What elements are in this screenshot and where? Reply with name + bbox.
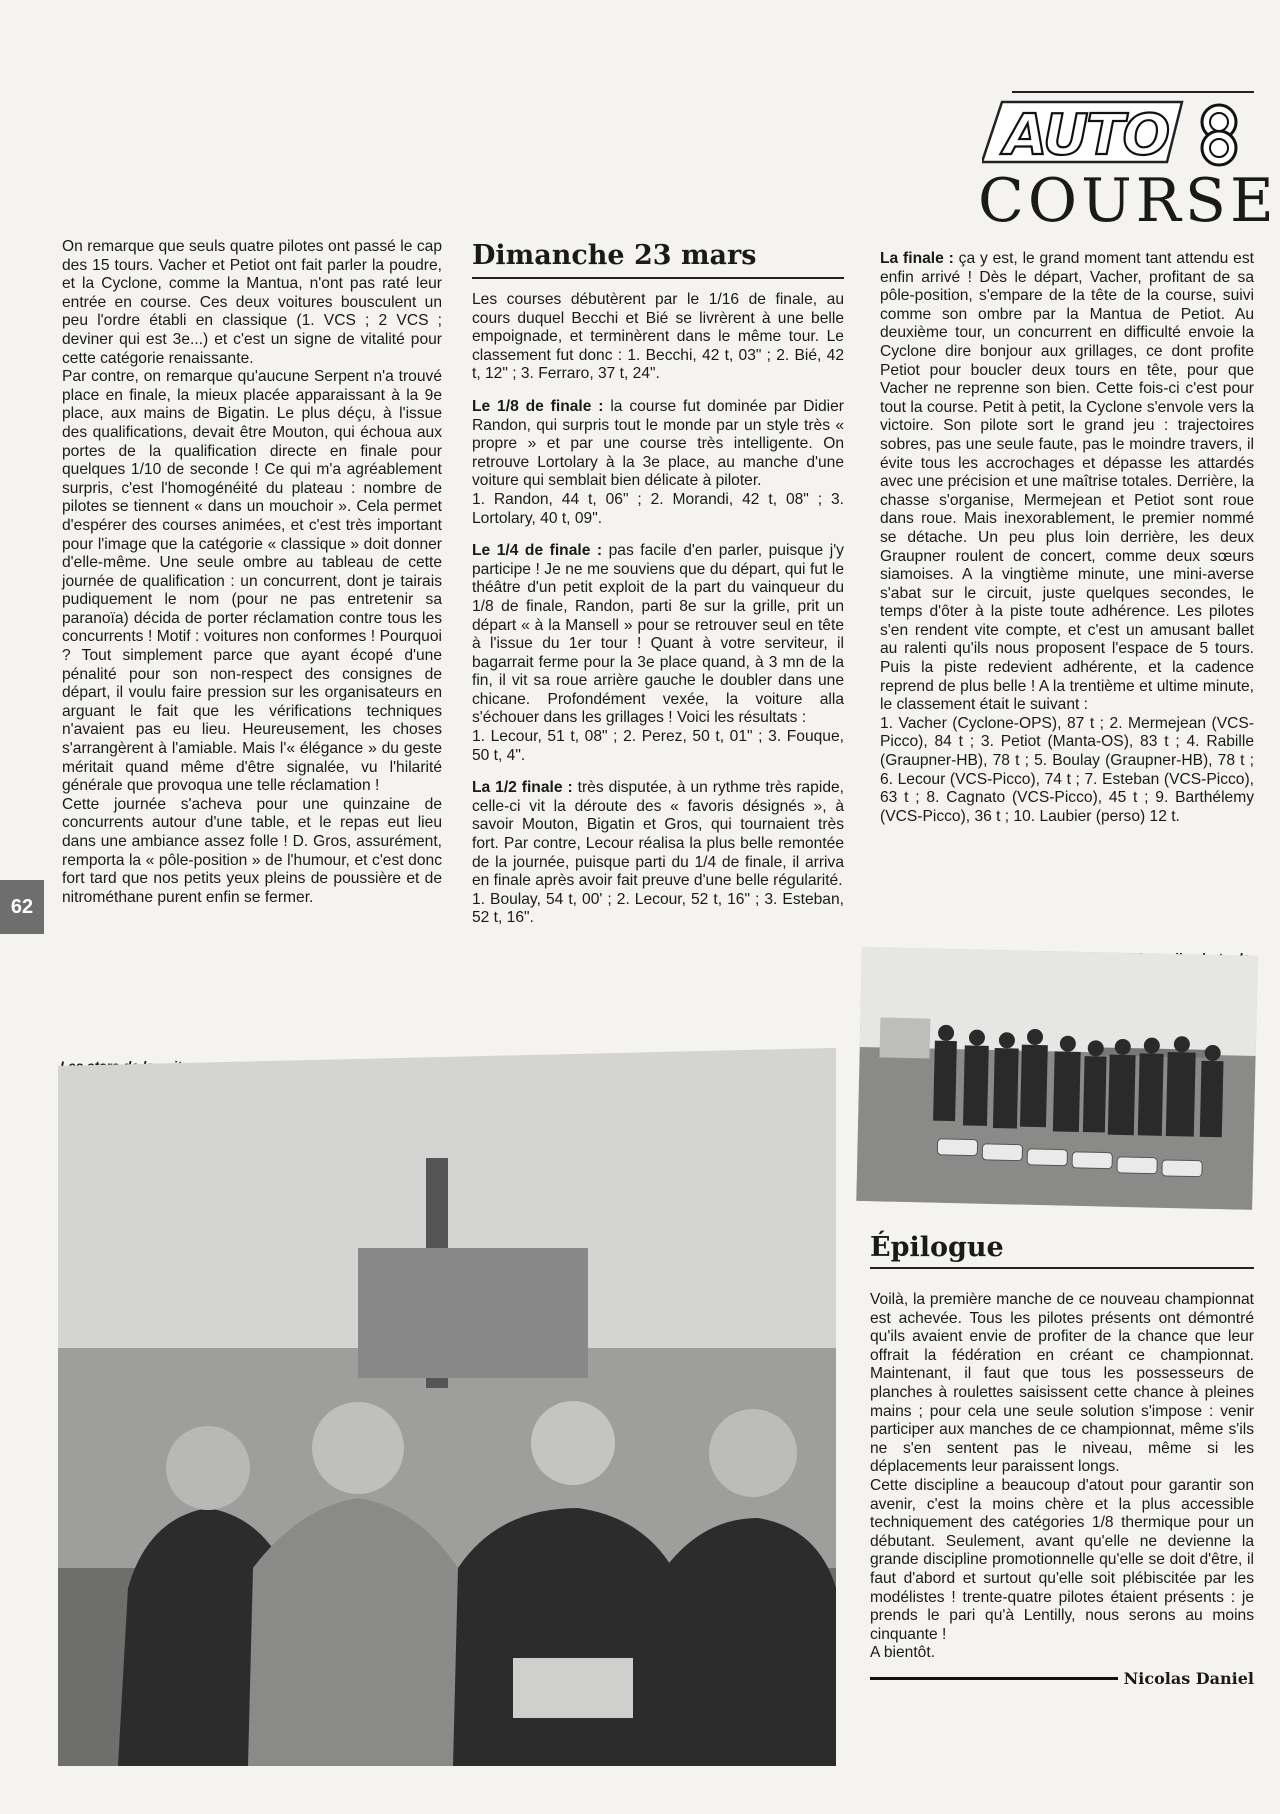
epilogue-p1: Voilà, la première manche de ce nouveau championnat est achevée. Tous les pilotes présents ont démontré qu'ils avaient envie de profiter de la chance que leur offrait la fédération en créant ce championnat. Maintenant, il faut que tous les possesseurs de planches à roulettes saisissent cette chance à pleines mains ; pour cela une seule solution s'impose : venir participer aux manches de ce championnat, même s'ils ne s'en sentent pas le niveau, même si les déplacements leur paraissent longs. (870, 1291, 1254, 1476)
heading-rule (472, 277, 844, 279)
quarter-text: pas facile d'en parler, puisque j'y participe ! Je ne me souviens que du départ, qui fut le théâtre d'un petit exploit de la part du vainqueur du 1/8 de finale, Randon, parti 8e sur la grille, prit un départ « à la Mansell » pour se retrouver seul en tête à l'issue du 1er tour ! Quant à votre serviteur, il bagarrait ferme pour la 3e place quand, à 3 mn de la fin, il vit sa roue arrière gauche le doubler dans une chicane. Profondément vexée, la voiture alla s'échouer dans les grillages ! Voici les résultats : (472, 542, 844, 727)
page-number-tab (0, 880, 44, 934)
col1-paragraph-3: Cette journée s'acheva pour une quinzaine de concurrents autour d'une table, et le repas eut lieu dans une ambiance assez folle ! D. Gros, assurément, remporta la « pôle-position » de l'humour, et c'est donc fort tard que nos petits yeux pleins de poussière et de nitrométhane purent enfin se fermer. (62, 795, 442, 906)
col2-eighth-results: 1. Randon, 44 t, 06" ; 2. Morandi, 42 t, 08" ; 3. Lortolary, 40 t, 09". (472, 490, 844, 527)
stars-photo (58, 1048, 836, 1766)
column-1 (62, 238, 442, 907)
author-line (870, 1669, 1254, 1688)
eighth-text: la course fut dominée par Didier Randon, qui surpris tout le monde par un style très « propre » et par une course très intelligente. On retrouve Lortolary à la 3e place, au manche d'une voiture qui semblait bien délicate à piloter. (472, 397, 844, 490)
half-lead: La 1/2 finale : (472, 779, 573, 797)
quarter-lead: Le 1/4 de finale : (472, 542, 603, 560)
author-name: Nicolas Daniel (1123, 1668, 1254, 1688)
final-lead: La finale : (880, 250, 954, 267)
epilogue (870, 1232, 1254, 1688)
col3-final-results: 1. Vacher (Cyclone-OPS), 87 t ; 2. Mermejean (VCS-Picco), 84 t ; 3. Petiot (Manta-OS), 83 t ; 4. Rabille (Graupner-HB), 78 t ; 5. Boulay (Graupner-HB), 78 t ; 6. Lecour (VCS-Picco), 74 t ; 7. Esteban (VCS-Picco), 63 t ; 8. Cagnato (VCS-Picco), 45 t ; 9. Barthélemy (VCS-Picco), 36 t ; 10. Laubier (perso) 12 t. (880, 714, 1254, 825)
col1-paragraph-1: On remarque que seuls quatre pilotes ont passé le cap des 15 tours. Vacher et Petiot ont fait parler la poudre, et la Cyclone, comme la Mantua, n'ont pas raté leur entrée en course. Ces deux voitures bousculent un peu l'ordre établi en classique (1. VCS ; 2 VCS ; deviner qui est 3e...) et c'est un signe de vitalité pour cette catégorie renaissante. (62, 238, 442, 367)
epilogue-rule (870, 1267, 1254, 1269)
epilogue-heading: Épilogue (870, 1232, 1004, 1263)
col2-quarter (472, 542, 844, 728)
svg-text:AUTO: AUTO (1004, 103, 1169, 168)
author-rule (870, 1677, 1118, 1680)
auto8-logo (982, 90, 1254, 168)
col2-intro: Les courses débutèrent par le 1/16 de finale, au cours duquel Becchi et Bié se livrèrent à une belle empoignade, et terminèrent dans le même tour. Le classement fut donc : 1. Becchi, 42 t, 03" ; 2. Bié, 42 t, 12" ; 3. Ferraro, 37 t, 24". (472, 291, 844, 383)
dimanche-heading: Dimanche 23 mars (472, 240, 757, 271)
half-text: très disputée, à un rythme très rapide, celle-ci vit la déroute des « favoris désignés », à savoir Mouton, Bigatin et Gros, qui tournaient très fort. Par contre, Lecour réalisa la plus belle remontée de la journée, puisque parti du 1/4 de finale, il arriva en finale après avoir fait preuve d'une belle régularité. (472, 779, 844, 890)
col2-quarter-results: 1. Lecour, 51 t, 08" ; 2. Perez, 50 t, 01" ; 3. Fouque, 50 t, 4". (472, 728, 844, 764)
section-title: COURSE (978, 166, 1278, 236)
col1-paragraph-2: Par contre, on remarque qu'aucune Serpent n'a trouvé place en finale, la mieux placée apparaissant à la 9e place, aux mains de Bigatin. Le plus déçu, à l'issue des qualifications, devait être Mouton, qui échoua aux portes de la qualification directe en finale pour quelques 1/10 de seconde ! Ce qui m'a agréablement surpris, c'est l'homogénéité du plateau : nombre de pilotes se tiennent « dans un mouchoir ». Cela permet d'espérer des courses animées, et c'est très important pour l'image que la catégorie « classique » doit donner d'elle-même. Une seule ombre au tableau de cette journée de qualification : un concurrent, dont je tairais pudiquement le nom (pour ne pas entretenir sa paranoïa) décida de porter réclamation contre tous les concurrents ! Motif : voitures non conformes ! Pourquoi ? Tout simplement parce que ayant écopé d'une pénalité pour son non-respect des consignes de départ, il voulu faire pression sur les organisateurs en arguant le fait que les vérifications techniques n'avaient pas eu lieu. Heureusement, les choses s'arrangèrent à l'amiable. Mais l'« élégance » du geste méritait quand même d'être signalée, vu l'hilarité générale que provoqua une telle réclamation ! (62, 368, 442, 795)
final-text: ça y est, le grand moment tant attendu est enfin arrivé ! Dès le départ, Vacher, profitant de sa pôle-position, s'empare de la tête de la course, suivi comme son ombre par la Mantua de Petiot. Au deuxième tour, un concurrent en difficulté envoie la Cyclone dire bonjour aux grillages, ce dont profite Petiot pour boucler deux tours en tête, pour que Vacher ne reprenne son bien. Cette fois-ci c'est pour tout la course. Petit à petit, la Cyclone s'envole vers la victoire. Son pilote sort le grand jeu : trajectoires sobres, pas une seule faute, pas le moindre travers, il évite tous les accrochages et dépasse les attardés avec une précision et une maîtrise totales. Derrière, la chasse s'organise, Mermejean et Petiot sont roue dans roue. Mais inexorablement, le premier nommé se détache. Un peu plus loin derrière, les deux Graupner roulent de concert, comme deux sœurs siamoises. A la vingtième minute, une mini-averse s'abat sur le circuit, juste quelques secondes, le temps d'ôter à la piste toute adhérence. Les pilotes s'en rendent vite compte, et c'est un amusant ballet au ralenti qu'ils nous proposent l'espace de 5 tours. Puis la piste redevient adhérente, et la cadence reprend de plus belle ! A la trentième et ultime minute, le classement était le suivant : (880, 250, 1254, 714)
col2-half (472, 779, 844, 891)
column-2 (472, 240, 844, 928)
family-photo (856, 947, 1258, 1210)
col3-final (880, 250, 1254, 715)
eighth-lead: Le 1/8 de finale : (472, 397, 604, 415)
column-3 (880, 250, 1254, 826)
epilogue-p3: A bientôt. (870, 1644, 936, 1662)
page-number: 62 (10, 896, 34, 918)
col2-eighth (472, 398, 844, 491)
epilogue-p2: Cette discipline a beaucoup d'atout pour garantir son avenir, c'est la moins chère et la plus accessible techniquement des catégories 1/8 thermique pour un débutant. Seulement, avant qu'elle ne devienne la grande discipline promotionnelle qu'elle se doit d'être, il faut d'abord et surtout qu'elle soit plébiscitée par les modélistes ! trente-quatre pilotes étaient présents : je prends le pari qu'à Lentilly, nous serons au moins cinquante ! (870, 1476, 1254, 1643)
col2-half-results: 1. Boulay, 54 t, 00' ; 2. Lecour, 52 t, 16" ; 3. Esteban, 52 t, 16". (472, 890, 844, 927)
